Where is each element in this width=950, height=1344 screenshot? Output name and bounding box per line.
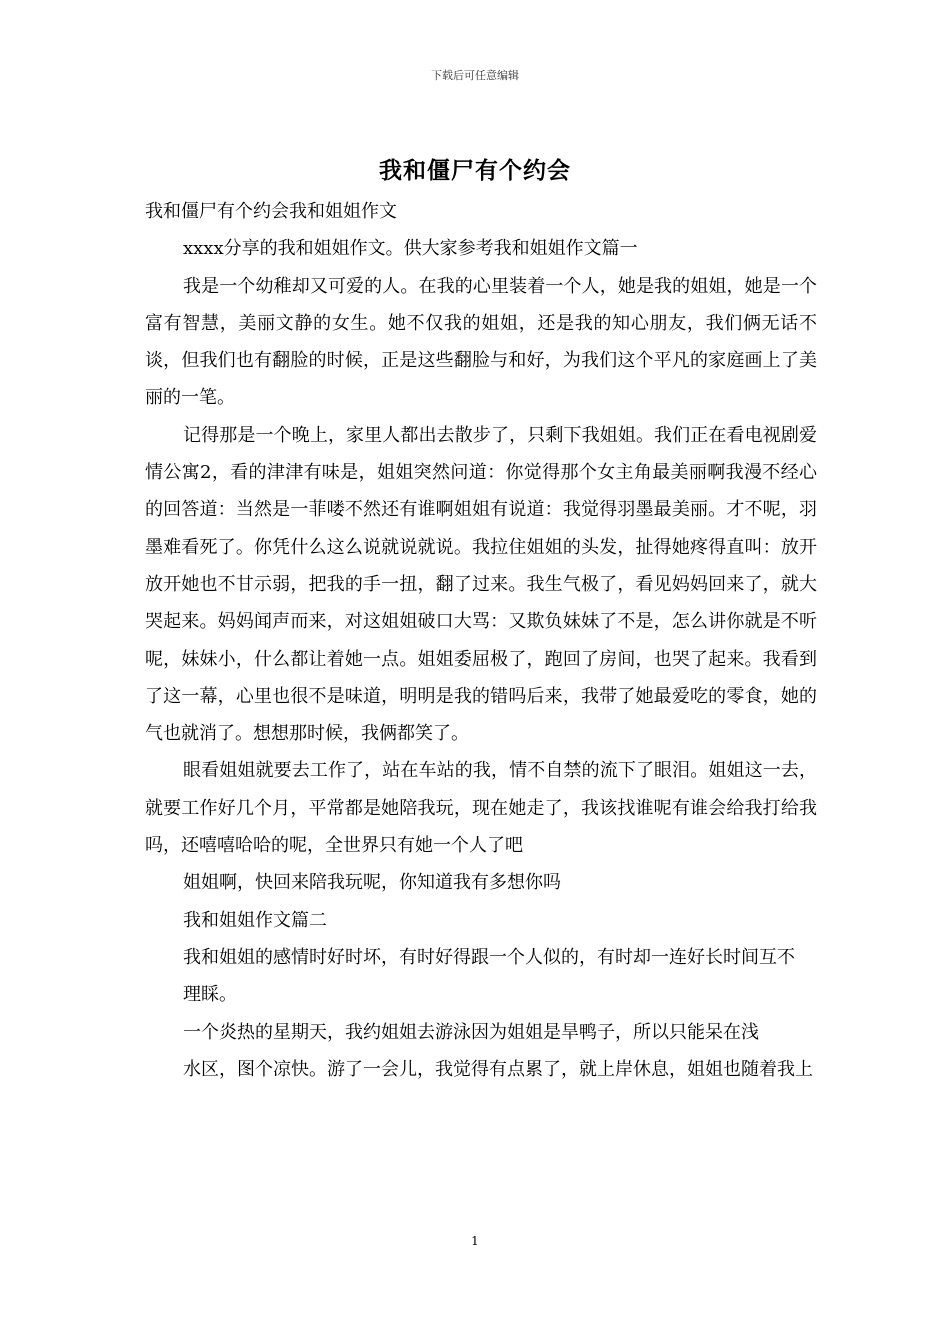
paragraph: 眼看姐姐就要去工作了，站在车站的我，情不自禁的流下了眼泪。姐姐这一去，就要工作好几个月，平常都是她陪我玩，现在她走了，我该找谁呢有谁会给我打给我吗，还嘻嘻哈哈的呢，全世界只有她一个人了吧 xyxy=(145,760,817,857)
paragraph: 水区，图个凉快。游了一会儿，我觉得有点累了，就上岸休息，姐姐也随着我上 xyxy=(183,1058,813,1080)
paragraph: 姐姐啊，快回来陪我玩呢，你知道我有多想你吗 xyxy=(183,872,561,894)
paragraph: 记得那是一个晚上，家里人都出去散步了，只剩下我姐姐。我们正在看电视剧爱情公寓2，看的津津有味是，姐姐突然问道：你觉得那个女主角最美丽啊我漫不经心的回答道：当然是一菲喽不然还有谁啊姐姐有说道：我觉得羽墨最美丽。才不呢，羽墨难看死了。你凭什么这么说就说就说。我拉住姐姐的头发，扯得她疼得直叫：放开放开她也不甘示弱，把我的手一扭，翻了过来。我生气极了，看见妈妈回来了，就大哭起来。妈妈闻声而来，对这姐姐破口大骂：又欺负妹妹了不是，怎么讲你就是不听呢，妹妹小，什么都让着她一点。姐姐委屈极了，跑回了房间，也哭了起来。我看到了这一幕，心里也很不是味道，明明是我的错吗后来，我带了她最爱吃的零食，她的气也就消了。想想那时候，我俩都笑了。 xyxy=(145,424,817,745)
paragraph-intro: xxxx分享的我和姐姐作文。供大家参考我和姐姐作文篇一 xyxy=(183,238,638,260)
section-heading: 我和姐姐作文篇二 xyxy=(183,909,327,931)
document-body xyxy=(145,193,817,1088)
paragraph-subtitle: 我和僵尸有个约会我和姐姐作文 xyxy=(145,201,397,222)
paragraph: 我是一个幼稚却又可爱的人。在我的心里装着一个人，她是我的姐姐，她是一个富有智慧，美丽文静的女生。她不仅我的姐姐，还是我的知心朋友，我们俩无话不谈，但我们也有翻脸的时候，正是这些翻脸与和好，为我们这个平凡的家庭画上了美丽的一笔。 xyxy=(145,275,817,409)
header-note: 下载后可任意编辑 xyxy=(431,69,519,82)
paragraph: 我和姐姐的感情时好时坏，有时好得跟一个人似的，有时却一连好长时间互不 xyxy=(183,946,795,968)
document-title: 我和僵尸有个约会 xyxy=(379,157,571,184)
page-number: 1 xyxy=(471,1234,479,1248)
paragraph: 一个炎热的星期天，我约姐姐去游泳因为姐姐是旱鸭子，所以只能呆在浅 xyxy=(183,1021,759,1043)
paragraph: 理睬。 xyxy=(183,984,237,1006)
